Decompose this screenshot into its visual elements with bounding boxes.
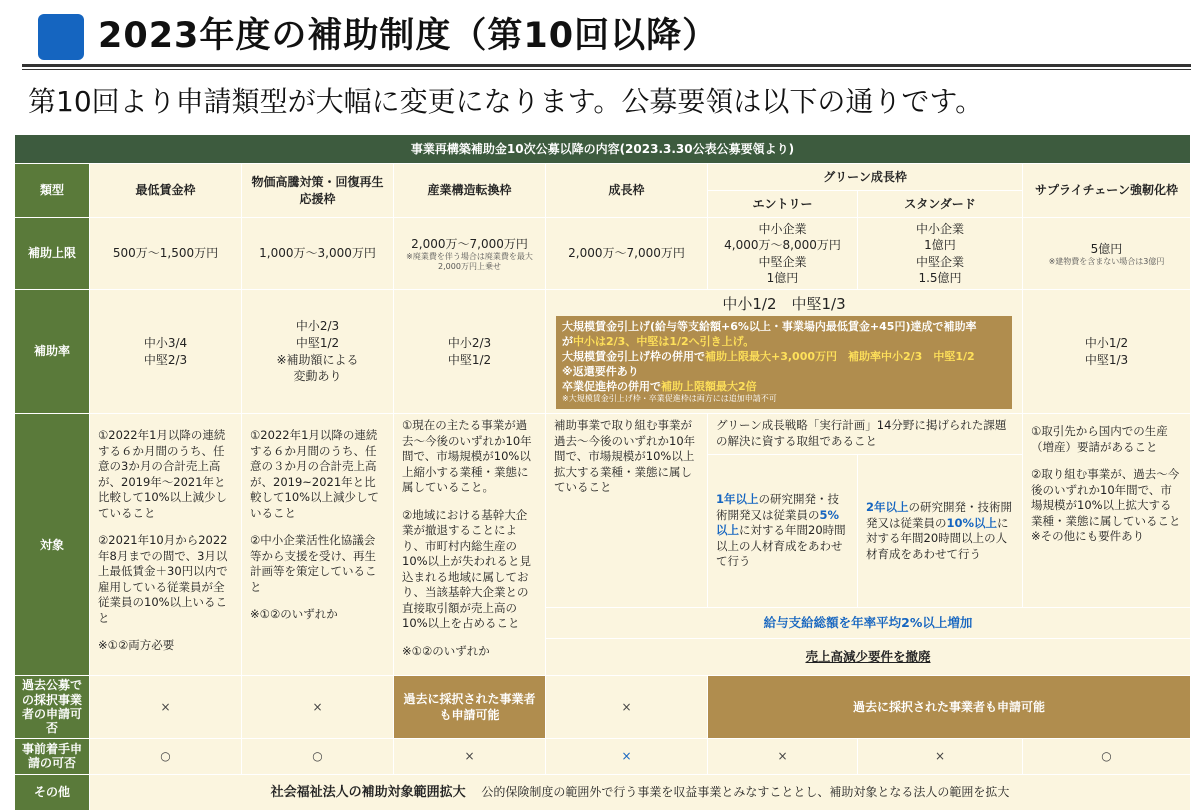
limit-entry-line: 4,000万～8,000万円 — [724, 238, 841, 253]
rate-price — [242, 290, 394, 414]
box-line: 大規模賃金引上げ(給与等支給額+6%以上・事業場内最低賃金+45円)達成で補助率 — [562, 320, 977, 334]
limit-entry-line: 中堅企業 — [758, 254, 807, 269]
row-header-limit: 補助上限 — [15, 218, 90, 290]
limit-standard-line: 中堅企業 — [915, 254, 964, 269]
rate-price-note: ※補助額による — [276, 352, 359, 367]
box-text: が — [562, 335, 573, 349]
rate-increase-box — [556, 316, 1012, 409]
rate-price-note: 変動あり — [293, 369, 342, 384]
limit-entry — [708, 218, 858, 290]
target-item: ①2022年1月以降の連続する６か月間のうち、任意の３か月の合計売上高が、2019~2021年と比較して10%以上減少していること — [250, 428, 380, 520]
limit-min-wage: 500万～1,500万円 — [90, 218, 242, 290]
column-industry: 産業構造転換枠 — [394, 164, 546, 218]
target-item: ②地域における基幹大企業が撤退することにより、市町村内総生産の10%以上が失われると見込まれる地域に属しており、当該基幹大企業との直接取引額が売上高の10%以上を占めること — [402, 507, 532, 631]
rate-supply — [1023, 290, 1191, 414]
past-industry: 過去に採択された事業者も申請可能 — [394, 676, 546, 739]
target-standard-text: に対する年間20時間以上の人材育成をあわせて行う — [866, 515, 1009, 561]
limit-standard-line: 1.5億円 — [918, 270, 962, 285]
target-item: ②2021年10月から2022年8月までの間で、3月以上最低賃金＋30円以内で雇用している従業員が全従業員の10%以上いること — [98, 533, 228, 625]
column-green-standard: スタンダード — [858, 191, 1023, 218]
rate-growth-green — [546, 290, 1023, 414]
target-standard-text: の研究開発・技術開発又は従業員の — [866, 500, 1013, 530]
target-entry-text: の研究開発・技術開発又は従業員の — [716, 492, 840, 522]
column-green: グリーン成長枠 — [708, 164, 1023, 191]
other-content — [90, 774, 1191, 810]
column-green-entry: エントリー — [708, 191, 858, 218]
target-item: ※①②両方必要 — [98, 638, 175, 653]
box-highlight: 補助上限最大+3,000万円 補助率中小2/3 中堅1/2 — [705, 349, 975, 363]
limit-industry-value: 2,000万～7,000万円 — [411, 236, 528, 251]
rate-growth-green-value: 中小1/2 中堅1/3 — [722, 295, 846, 313]
title-rule-thin — [22, 69, 1191, 70]
limit-industry-note: ※廃業費を伴う場合は廃業費を最大2,000万円上乗せ — [406, 252, 533, 271]
box-line — [562, 335, 1006, 350]
rate-line: 中小2/3 — [447, 335, 492, 350]
target-entry — [708, 455, 858, 608]
limit-row — [15, 218, 1191, 290]
page-title: 2023年度の補助制度（第10回以降） — [98, 16, 719, 56]
row-header-type: 類型 — [15, 164, 90, 218]
past-green-supply: 過去に採択された事業者も申請可能 — [708, 676, 1191, 739]
column-supply: サプライチェーン強靭化枠 — [1023, 164, 1191, 218]
prior-standard: × — [858, 738, 1023, 774]
box-highlight: 中小は2/3、中堅は1/2へ引き上げ。 — [573, 335, 755, 349]
rate-industry — [394, 290, 546, 414]
past-growth: × — [546, 676, 708, 739]
rate-line: 中堅1/2 — [295, 335, 340, 350]
limit-price: 1,000万～3,000万円 — [242, 218, 394, 290]
rate-line: 中小2/3 — [295, 318, 340, 333]
target-item: ①2022年1月以降の連続する６か月間のうち、任意の3か月の合計売上高が、2019年～2021年と比較して10%以上減少していること — [98, 428, 228, 520]
other-row — [15, 774, 1191, 810]
target-sales-text: 売上高減少要件を撤廃 — [805, 648, 931, 664]
target-standard — [858, 455, 1023, 608]
row-header-prior: 事前着手申請の可否 — [15, 738, 90, 774]
column-growth: 成長枠 — [546, 164, 708, 218]
target-supply — [1023, 414, 1191, 608]
prior-growth: × — [546, 738, 708, 774]
past-min-wage: × — [90, 676, 242, 739]
target-sales-requirement — [546, 639, 1191, 676]
title-marker — [38, 14, 84, 60]
target-standard-pct: 10%以上 — [946, 515, 998, 530]
prior-industry: × — [394, 738, 546, 774]
limit-standard-line: 中小企業 — [915, 222, 964, 237]
rate-line: 中堅2/3 — [143, 352, 188, 367]
column-min-wage: 最低賃金枠 — [90, 164, 242, 218]
target-wage-requirement: 給与支給総額を年率平均2%以上増加 — [546, 608, 1191, 639]
prior-min-wage: ○ — [90, 738, 242, 774]
box-line — [562, 380, 1006, 395]
target-item: ①現在の主たる事業が過去～今後のいずれか10年間で、市場規模が10%以上縮小する業種・業態に属していること。 — [402, 418, 532, 495]
target-min-wage — [90, 414, 242, 676]
target-entry-text: に対する年間20時間以上の人材育成をあわせて行う — [716, 523, 846, 569]
rate-line: 中小3/4 — [143, 335, 188, 350]
table-caption-row — [15, 135, 1191, 164]
rate-row — [15, 290, 1191, 414]
target-green: グリーン成長戦略「実行計画」14分野に掲げられた課題の解決に資する取組であること — [708, 414, 1023, 455]
limit-standard — [858, 218, 1023, 290]
box-highlight: 補助上限額最大2倍 — [661, 379, 757, 393]
target-item: ①取引先から国内での生産（増産）要請があること — [1031, 424, 1168, 454]
prior-supply: ○ — [1023, 738, 1191, 774]
limit-supply — [1023, 218, 1191, 290]
target-item: ※①②のいずれか — [402, 643, 490, 658]
limit-standard-line: 1億円 — [924, 238, 956, 253]
column-price: 物価高騰対策・回復再生応援枠 — [242, 164, 394, 218]
row-header-past: 過去公募での採択事業者の申請可否 — [15, 676, 90, 739]
target-growth: 補助事業で取り組む事業が過去～今後のいずれか10年間で、市場規模が10%以上拡大する業種・業態に属していること — [546, 414, 708, 608]
limit-entry-line: 1億円 — [766, 270, 799, 285]
target-item: ※その他にも要件あり — [1031, 529, 1145, 544]
target-item: ②取り組む事業が、過去～今後のいずれか10年間で、市場規模が10%以上拡大する業種・業態に属していること — [1031, 467, 1181, 528]
target-entry-pct: 5%以上 — [716, 507, 840, 538]
target-entry-years: 1年以上 — [716, 492, 759, 507]
past-price: × — [242, 676, 394, 739]
limit-supply-note: ※建物費を含まない場合は3億円 — [1048, 256, 1165, 266]
table-caption: 事業再構築補助金10次公募以降の内容(2023.3.30公表公募要領より) — [15, 135, 1191, 164]
subsidy-table — [14, 134, 1191, 811]
row-header-target: 対象 — [15, 414, 90, 676]
prior-price: ○ — [242, 738, 394, 774]
rate-line: 中小1/2 — [1084, 335, 1129, 350]
limit-growth: 2,000万～7,000万円 — [546, 218, 708, 290]
target-price — [242, 414, 394, 676]
rate-line: 中堅1/3 — [1084, 352, 1129, 367]
box-text: 大規模賃金引上げ枠の併用で — [562, 349, 705, 363]
target-standard-years: 2年以上 — [866, 500, 909, 515]
box-note: ※大規模賃金引上げ枠・卒業促進枠は両方には追加申請不可 — [562, 394, 777, 404]
target-item: ※①②のいずれか — [250, 607, 338, 622]
page-subtitle: 第10回より申請類型が大幅に変更になります。公募要領は以下の通りです。 — [28, 85, 984, 118]
target-row-1 — [15, 414, 1191, 455]
limit-supply-value: 5億円 — [1090, 241, 1123, 256]
rate-min-wage — [90, 290, 242, 414]
limit-industry — [394, 218, 546, 290]
box-text: 卒業促進枠の併用で — [562, 379, 661, 393]
box-line: ※返還要件あり — [562, 364, 639, 378]
past-row — [15, 676, 1191, 739]
box-line — [562, 350, 1006, 365]
rate-line: 中堅1/2 — [447, 352, 492, 367]
other-label: 社会福祉法人の補助対象範囲拡大 — [270, 784, 466, 800]
prior-row — [15, 738, 1191, 774]
row-header-other: その他 — [15, 774, 90, 810]
target-item: ②中小企業活性化協議会等から支援を受け、再生計画等を策定していること — [250, 533, 377, 594]
title-rule — [22, 64, 1191, 67]
other-text: 公的保険制度の範囲外で行う事業を収益事業とみなすこととし、補助対象となる法人の範囲を拡大 — [481, 784, 1010, 799]
prior-entry: × — [708, 738, 858, 774]
type-row-1 — [15, 164, 1191, 191]
limit-entry-line: 中小企業 — [758, 222, 807, 237]
target-industry — [394, 414, 546, 676]
row-header-rate: 補助率 — [15, 290, 90, 414]
